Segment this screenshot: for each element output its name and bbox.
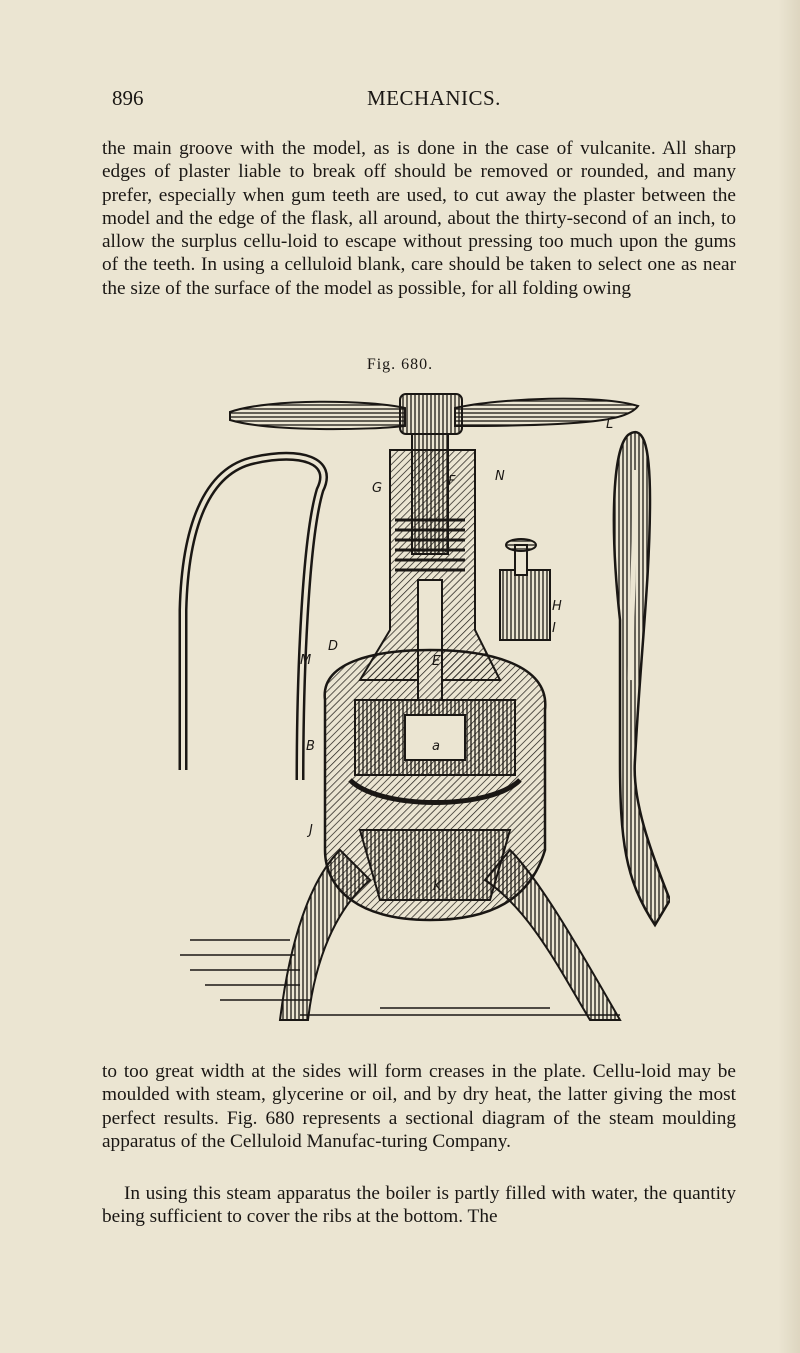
label-n: N [495,469,505,484]
label-j: J [309,823,313,838]
label-l: L [606,417,614,432]
label-f: F [448,474,456,489]
t-handle [230,394,638,434]
right-leg [485,850,620,1020]
left-leg [280,850,370,1020]
lever-handle [614,432,670,925]
running-head: MECHANICS. [367,86,501,110]
apparatus-illustration [150,380,670,1045]
figure-caption: Fig. 680. [366,356,434,373]
page-header [112,86,732,116]
figure-steam-moulding-apparatus [150,380,670,1045]
page-edge-shading [778,0,800,1353]
label-g: G [372,481,383,496]
steam-valve [500,539,550,640]
label-i: I [552,621,556,636]
paragraph-1: the main groove with the model, as is done in the case of vulcanite. All sharp edges of plaster liable to break off should be removed or rounded, and many prefer, especially when gum teeth are used, to cut away the plaster between the model and the edge of the flask, all around, about the thirty-second of an inch, to allow the surplus cellu-loid to escape without pressing too much upon the gums of the teeth. In using a celluloid blank, care should be taken to select one as near the size of the surface of the model as possible, for all folding owing [102,138,736,299]
label-k: K [433,879,442,894]
label-a: a [432,739,440,754]
paragraph-2: to too great width at the sides will form creases in the plate. Cellu-loid may be moulded with steam, glycerine or oil, and by dry heat, the latter giving the most perfect results. Fig. 680 represents a sectional diagram of the steam moulding apparatus of the Celluloid Manufac-turing Company. [102,1061,736,1152]
label-d: D [328,639,339,654]
paragraph-3: In using this steam apparatus the boiler is partly filled with water, the quantity being sufficient to cover the ribs at the bottom. The [102,1183,736,1228]
label-e: E [432,654,441,669]
label-m: M [300,653,312,668]
label-h: H [552,599,562,614]
page-number: 896 [112,86,144,110]
label-b: B [306,739,315,754]
